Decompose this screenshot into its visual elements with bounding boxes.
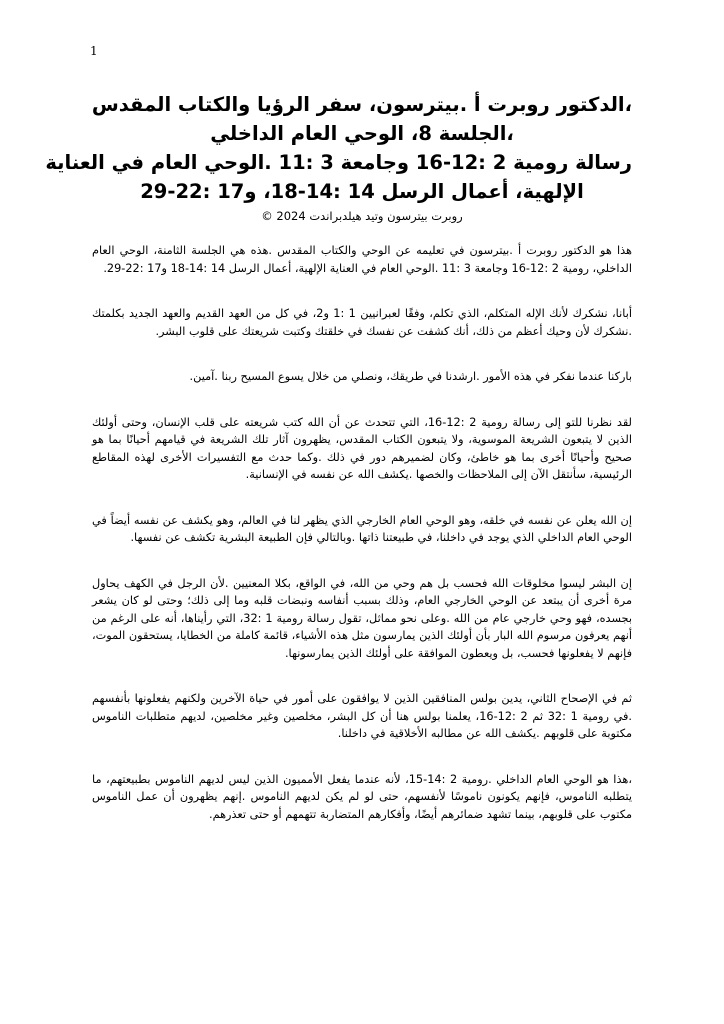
paragraph: إن البشر ليسوا مخلوقات الله فحسب بل هم وحي من الله، في الواقع، بكلا المعنيين .لأن الرجل في الكهف يحاول مرة أخرى أن يبتعد عن الوحي الخارجي العام، وذلك بسبب أنفاسه ونبضات قلبه وما إلى ذلك؛ وحتى لو كان يشعر بجسده، فهو وحي خارجي عام من الله .وعلى نحو مماثل، تقول رسالة رومية 1 :32، التي رأيناها، أنه على الرغم من أنهم يعرفون مرسوم الله البار بأن أولئك الذين يمارسون مثل هذه الأشياء، قائمة كاملة من الخطايا، يستحقون الموت، فإنهم لا يفعلونها فحسب، بل ويعطون الموافقة على أولئك الذين يمارسونها.	[92, 576, 632, 660]
paragraph-intro: هذا هو الدكتور روبرت أ .بيترسون في تعليمه عن الوحي والكتاب المقدس .هذه هي الجلسة الثامنة، الوحي العام الداخلي، رومية 2 :12-16 وجامعة 3 :11 .الوحي العام في العناية الإلهية، أعمال الرسل 14 :14-18 و17 :22-29.	[92, 244, 632, 275]
title-line: رسالة رومية 2 :12-16 وجامعة 3 :11 .الوحي العام في العناية	[45, 151, 632, 174]
document-body	[45, 90, 632, 851]
paragraph-blessing: باركنا عندما نفكر في هذه الأمور .ارشدنا في طريقك، ونصلي من خلال يسوع المسيح ربنا .آمين.	[189, 370, 632, 383]
page-number: 1	[90, 44, 98, 58]
title-line: ،الجلسة 8، الوحي العام الداخلي	[210, 122, 514, 145]
copyright-line: روبرت بيترسون وتيد هيلدبراندت 2024 ©	[261, 209, 463, 223]
title-line: الإلهية، أعمال الرسل 14 :14-18، و17 :22-29	[140, 180, 584, 203]
paragraph: لقد نظرنا للتو إلى رسالة رومية 2 :12-16، التي تتحدث عن أن الله كتب شريعته على قلب الإنسان، وحتى أولئك الذين لا يتبعون الشريعة الموسوية، ولا يتبعون الكتاب المقدس، يظهرون آثار تلك الشريعة في قيامهم أحيانًا بما هو صحيح وأحيانًا أخرى بما هو خاطئ، وكان لضميرهم دور في ذلك .وكما حدث مع التفسيرات الأخرى لهذه المقاطع الرئيسية، سأنتقل الآن إلى الملاحظات والخصها .يكشف الله عن نفسه في الإنسانية.	[92, 415, 632, 481]
paragraph-prayer: أبانا، نشكرك لأنك الإله المتكلم، الذي تكلم، وفقًا لعبرانيين 1 :1 و2، في كل من العهد القديم والعهد الجديد بكلمتك .نشكرك لأن وحيك أعظم من ذلك، أنك كشفت عن نفسك في خلقتك وكتبت شريعتك على قلوب البشر.	[92, 307, 632, 338]
paragraph: إن الله يعلن عن نفسه في خلقه، وهو الوحي العام الخارجي الذي يظهر لنا في العالم، وهو يكشف عن نفسه أيضاً في الوحي العام الداخلي الذي يوجد في داخلنا، في طبيعتنا ذاتها .وبالتالي فإن الطبيعة البشرية تكشف عن نفسها.	[92, 513, 632, 544]
paragraph: ،هذا هو الوحي العام الداخلي .رومية 2 :14-15، لأنه عندما يفعل الأمميون الذين ليس لديهم الناموس بطبيعتهم، ما يتطلبه الناموس، فإنهم يكونون ناموسًا لأنفسهم، حتى لو لم يكن لديهم الناموس .إنهم يظهرون أن عمل الناموس مكتوب على قلوبهم، بينما تشهد ضمائرهم أيضًا، وأفكارهم المتضاربة تتهمهم أو حتى تعذرهم.	[92, 772, 632, 821]
title-line: ،الدكتور روبرت أ .بيترسون، سفر الرؤيا والكتاب المقدس	[91, 93, 632, 116]
document-title	[45, 90, 632, 206]
paragraph: ثم في الإصحاح الثاني، يدين بولس المنافقين الذين لا يوافقون على أمور في حياة الآخرين ولكنهم يفعلونها بأنفسهم .في رومية 1 :32 ثم 2 :12-16، يعلمنا بولس هنا أن كل البشر، مخلصين وغير مخلصين، لديهم متطلبات الناموس مكتوبة على قلوبهم .يكشف الله عن مطالبه الأخلاقية في داخلنا.	[92, 692, 632, 740]
